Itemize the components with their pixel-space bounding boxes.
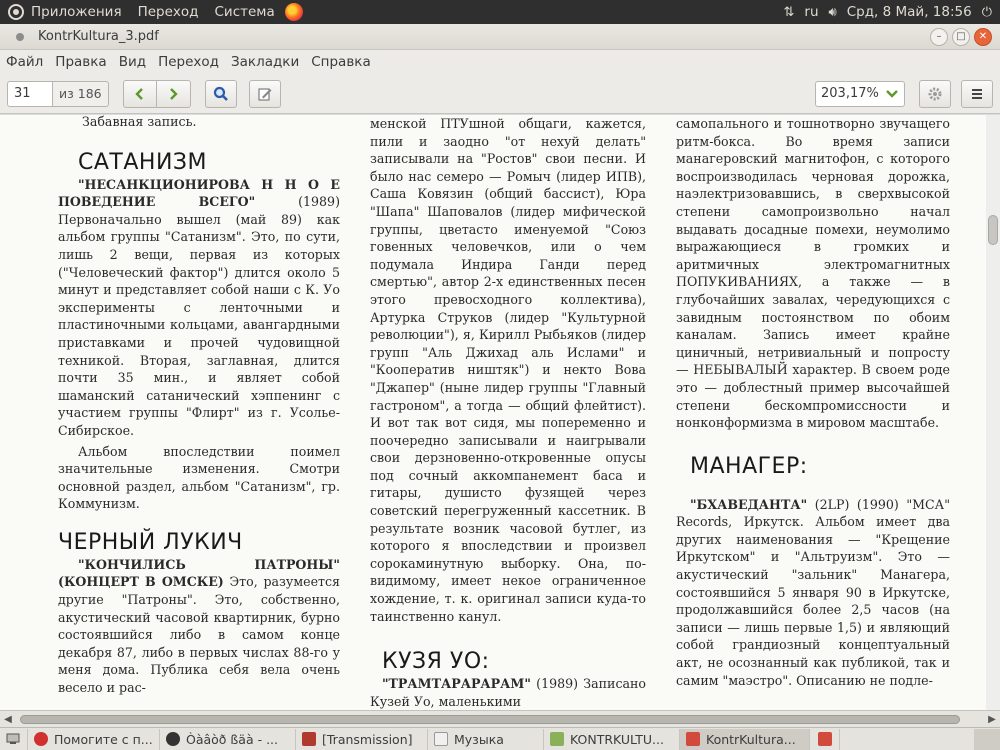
album-title: "БХАВЕДАНТА" <box>690 496 808 512</box>
firefox-icon[interactable] <box>285 3 303 21</box>
chevron-right-icon <box>166 87 180 101</box>
desktop-icon <box>6 733 20 745</box>
volume-icon[interactable]: 🔊︎ <box>828 4 837 20</box>
main-menu-button[interactable] <box>961 80 993 108</box>
menu-applications[interactable]: Приложения <box>31 4 122 20</box>
pdf-document-icon <box>686 732 700 746</box>
pdf-document-icon <box>818 732 832 746</box>
paragraph: Забавная запись. <box>82 115 197 129</box>
album-title: "КОНЧИЛИСЬ ПАТРОНЫ" (КОНЦЕРТ В ОМСКЕ) <box>58 556 340 590</box>
chevron-left-icon <box>133 87 147 101</box>
menu-view[interactable]: Вид <box>118 54 147 70</box>
power-icon[interactable]: ⏻ <box>981 4 992 20</box>
page-nav-group <box>123 80 191 108</box>
close-button[interactable]: ✕ <box>974 28 992 46</box>
window-title: KontrKultura_3.pdf <box>38 29 159 44</box>
media-player-icon <box>166 732 180 746</box>
section-heading: КУЗЯ УО: <box>382 649 490 675</box>
album-title: "ТРАМТАРАРАРАМ" <box>382 676 531 692</box>
album-description: (1989) Записано Кузей Уо, маленькими <box>370 676 646 709</box>
vertical-scrollbar-thumb[interactable] <box>988 215 998 245</box>
folder-icon <box>550 732 564 746</box>
page-number-input[interactable]: 31 <box>7 81 53 107</box>
paragraph: менской ПТУшной общаги, кажется, пили и заодно "от нехуй делать" записывали на "Ростов" свои песни. И было нас семеро — Ромыч (лидер ИПВ), Саша Ковязин (общий бассист), Юра "Шапа" Шаповалов (лидер мифической группы, цветасто именуемой "Союз говенных человечков, или о чем подумала Индира Ганди перед смертью", автор 2-х единственных песен этого превосходного коллектива), Артурка Струков (лидер "Культурной революции"), я, Кирилл Рыбьяков (лидер групп "Аль Джихад аль Ислами" и "Кооператив ништяк") и некто Вова "Джапер" (ныне лидер группы "Главный гастроном", а тогда — общий флейтист). И вот так вот сидя, мы попеременно и поочередно записывали и наигрывали свои дерзновенно-откровенные опусы под сочный аккомпанемент баса и гитары, душисто фузящей через советский перегруженный кассетник. В результате возник часовой бутлег, из которого я впоследствии и произвел сорокаминутную выборку. Она, по-видимому, имеет некое ограниченное хождение, т. к. оригинал записи куда-то таинственно канул. <box>370 116 646 624</box>
zoom-select[interactable] <box>815 81 905 107</box>
text-column-2 <box>370 115 646 710</box>
album-description: Это, разумеется другие "Патроны". Это, собственно, акустический часовой квартирник, бурно состоявшийся либо в самом конце декабря 87, либо в первых числах 88-го у меня дома. Публика себя вела очень весело и рас- <box>58 574 340 696</box>
pdf-page <box>0 115 986 710</box>
minimize-button[interactable]: – <box>930 28 948 46</box>
search-icon <box>213 86 229 102</box>
menu-go[interactable]: Переход <box>158 54 219 70</box>
menu-edit[interactable]: Правка <box>55 54 107 70</box>
taskbar-item-player[interactable] <box>160 729 296 750</box>
taskbar-item-extra[interactable] <box>810 729 840 750</box>
show-desktop-button[interactable] <box>0 729 28 750</box>
section-heading: САТАНИЗМ <box>78 149 207 175</box>
document-view[interactable] <box>0 115 1000 710</box>
keyboard-layout[interactable]: ru <box>804 4 819 20</box>
paragraph <box>58 556 340 697</box>
taskbar <box>0 727 1000 750</box>
section-heading: ЧЕРНЫЙ ЛУКИЧ <box>58 529 243 555</box>
menu-bookmarks[interactable]: Закладки <box>230 54 300 70</box>
paragraph <box>58 176 340 440</box>
top-panel <box>0 0 1000 24</box>
next-page-button[interactable] <box>157 80 191 108</box>
section-heading: МАНАГЕР: <box>690 453 808 479</box>
horizontal-scrollbar-thumb[interactable] <box>20 715 960 724</box>
taskbar-item-label: KONTRKULTU... <box>570 731 664 747</box>
toolbar <box>0 74 1000 114</box>
edit-icon <box>257 86 273 102</box>
album-description: (1989) Первоначально вышел (май 89) как альбом группы "Сатанизм". Это, по сути, лишь 2 вещи, первая из которых ("Человеческий фактор") длится около 5 минут и представляет собой наши с К. Уо эксперименты с ленточными и пластиночными кольцами, авангардными приставками и прочей чудовищной техникой. Вторая, заглавная, длится почти 35 мин., и являет собой шаманский сатанический хэппенинг с участием группы "Флирт" из г. Усолье-Сибирское. <box>58 194 340 438</box>
music-folder-icon <box>434 732 448 746</box>
taskbar-item-vivaldi[interactable] <box>28 729 160 750</box>
scroll-right-arrow-icon[interactable]: ▶ <box>988 713 996 725</box>
scroll-left-arrow-icon[interactable]: ◀ <box>4 713 12 725</box>
taskbar-item-label: Музыка <box>454 731 504 747</box>
settings-button[interactable] <box>919 80 951 108</box>
chevron-down-icon <box>885 89 899 99</box>
paragraph: самопального и тошнотворно звучащего ритм-бокса. Во время записи манагеровский магнитофон, с которого воспроизводилась черновая дорожка, наэлектризовавшись, в сверхвысокой степени самопроизвольно начал выдавать досадные помехи, неумолимо выражающиеся в громких и аритмичных электромагнитных ПОПУКИВАНИЯХ, а также — в глубочайших завалах, чередующихся с завидным постоянством по обоим каналам. Запись имеет крайне циничный, нетривиальный и попросту — НЕБЫВАЛЫЙ характер. В своем роде это — доблестный пример высочайшей степени бескомпромиссности и нонконформизма в мировом масштабе. <box>676 116 950 431</box>
taskbar-item-music[interactable] <box>428 729 544 750</box>
taskbar-item-transmission[interactable] <box>296 729 428 750</box>
menu-system[interactable]: Система <box>214 4 275 20</box>
menu-file[interactable]: Файл <box>6 54 44 70</box>
gear-icon <box>927 86 943 102</box>
album-description: (2LP) (1990) "МСА" Records, Иркутск. Альбом имеет два других наименования — "Крещение Иркутском" и "Альтруизм". Это — акустический "зальник" Манагера, состоявшийся 5 января 90 в Иркутске, продолжавшийся более 2,5 часов (на записи — лишь первые 1,5) и являющий собой грандиозный концептуальный акт, не осознанный как публикой, так и самим "маэстро". Описанию не подле- <box>676 496 950 688</box>
page-count: из 186 <box>53 81 109 107</box>
text-column-3 <box>676 115 950 689</box>
maximize-button[interactable]: □ <box>952 28 970 46</box>
menu-places[interactable]: Переход <box>137 4 199 20</box>
workspace-switcher[interactable] <box>974 729 1000 750</box>
zoom-value: 203,17% <box>821 86 879 101</box>
taskbar-item-folder[interactable] <box>544 729 680 750</box>
taskbar-item-label: KontrKultura... <box>706 731 796 747</box>
vivaldi-icon <box>34 732 48 746</box>
paragraph: Альбом впоследствии поимел значительные изменения. Смотри основной раздел, альбом "Сатанизм", гр. Коммунизм. <box>58 443 340 512</box>
horizontal-scroll-track[interactable] <box>16 714 984 725</box>
taskbar-item-pdf-viewer[interactable] <box>680 729 810 750</box>
previous-page-button[interactable] <box>123 80 157 108</box>
taskbar-item-label: [Transmission] <box>322 731 413 747</box>
taskbar-item-label: Òàâòð ßäà - ... <box>186 731 278 747</box>
menu-help[interactable]: Справка <box>311 54 371 70</box>
horizontal-scrollbar[interactable] <box>0 710 1000 727</box>
taskbar-item-label: Помогите с п... <box>54 731 153 747</box>
network-arrows-icon[interactable]: ⇅ <box>783 4 795 20</box>
transmission-icon <box>302 732 316 746</box>
clock[interactable]: Срд, 8 Май, 18:56 <box>846 4 972 20</box>
window-menu-dot-icon[interactable] <box>16 33 24 41</box>
ubuntu-logo-icon[interactable] <box>8 4 24 20</box>
album-title: "НЕСАНКЦИОНИРОВА Н Н О Е ПОВЕДЕНИЕ ВСЕГО" <box>58 176 340 210</box>
paragraph <box>676 496 950 690</box>
annotate-button[interactable] <box>249 80 281 108</box>
hamburger-menu-icon <box>970 87 984 101</box>
menubar <box>0 50 1000 74</box>
search-button[interactable] <box>205 80 237 108</box>
text-column-1 <box>58 115 340 697</box>
window-titlebar <box>0 24 1000 50</box>
paragraph <box>370 675 646 710</box>
